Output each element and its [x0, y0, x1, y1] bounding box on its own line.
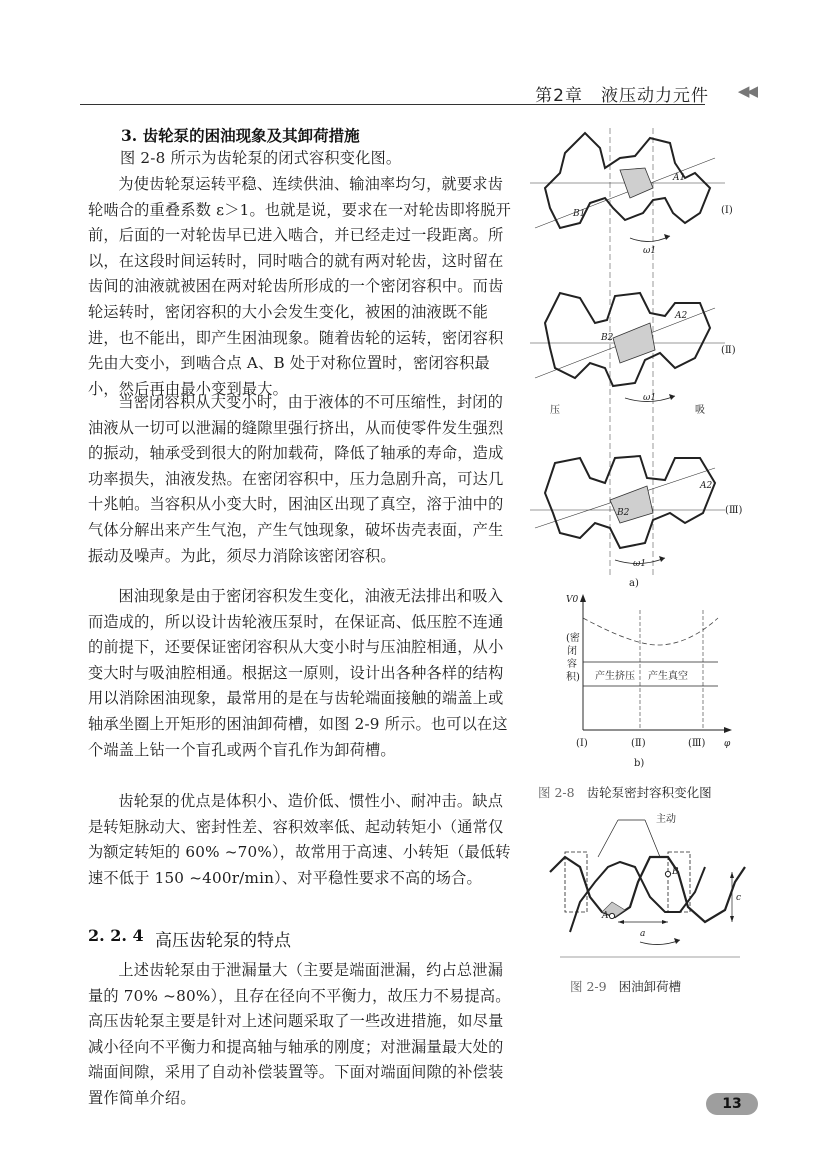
subfigure-b-label: b) — [634, 758, 645, 769]
paragraph-text: 上述齿轮泵由于泄漏量大（主要是端面泄漏，约占总泄漏量的 70% ~80%），且存在径向不平衡力，故压力不易提高。高压齿轮泵主要是针对上述问题采取了一些改进措施，如尽量减小径向不平衡力和提高轴与轴承的刚度；对泄漏量最大处的端面间隙，采用了自动补偿装置等。下面对端面间隙的补偿装置作简单介绍。 — [88, 961, 511, 1107]
paragraph — [88, 390, 515, 569]
x-tick-1: (Ⅰ) — [576, 738, 588, 749]
omega-label: ω1 — [643, 246, 657, 256]
stage-label-3: (Ⅲ) — [725, 505, 743, 516]
drive-label: 主动 — [656, 814, 676, 825]
gear-stage-1 — [530, 133, 725, 242]
zone-right-label: 产生真空 — [648, 671, 688, 682]
paragraph — [88, 958, 518, 1112]
subfigure-a-label: a) — [629, 578, 639, 589]
gear-tooth-profile — [550, 857, 745, 922]
stage-label-2: (Ⅱ) — [721, 345, 736, 356]
point-b2: B2 — [601, 333, 614, 343]
figure-2-9-caption — [570, 977, 681, 995]
section-title: 高压齿轮泵的特点 — [155, 931, 291, 951]
gear-stage-2 — [530, 293, 725, 402]
chapter-header — [0, 80, 813, 110]
section-heading: 3. 齿轮泵的困油现象及其卸荷措施 — [121, 126, 360, 145]
chapter-title: 第2章 液压动力元件 — [535, 86, 709, 106]
gear-mesh-figure — [525, 128, 770, 598]
stage-label-1: (Ⅰ) — [721, 205, 733, 216]
paragraph-text: 为使齿轮泵运转平稳、连续供油、输油率均匀，就要求齿轮啮合的重叠系数 ε＞1。也就是说，要求在一对轮齿即将脱开前，后面的一对轮齿早已进入啮合，并已经走过一段距离。所以，在这段时间运转时，同时啮合的就有两对轮齿，这时留在齿间的油液就被困在两对轮齿所形成的一个密闭容积中。而齿轮运转时，密闭容积的大小会发生变化，被困的油液既不能进，也不能出，即产生困油现象。随着齿轮的运转，密闭容积先由大变小，到啮合点 A、B 处于对称位置时，密闭容积最小，然后再由最小变到最大。 — [88, 175, 512, 398]
point-a2-stage3: A2 — [700, 481, 713, 491]
omega-label: ω1 — [633, 559, 647, 569]
paragraph — [88, 172, 515, 402]
paragraph — [88, 584, 515, 763]
point-a2: A2 — [675, 311, 688, 321]
x-tick-3: (Ⅲ) — [688, 738, 706, 749]
point-b1: B1 — [573, 209, 586, 219]
dimension-a: a — [640, 929, 646, 939]
x-tick-2: (Ⅱ) — [631, 738, 646, 749]
paragraph-text: 困油现象是由于密闭容积发生变化，油液无法排出和吸入而造成的，所以设计齿轮液压泵时，在保证高、低压腔不连通的前提下，还要保证密闭容积从大变小时与压油腔相通，从小变大时与吸油腔相通。根据这一原则，设计出各种各样的结构用以消除困油现象，最常用的是在与齿轮端面接触的端盖上或轴承坐圈上开矩形的困油卸荷槽，如图 2-9 所示。也可以在这个端盖上钻一个盲孔或两个盲孔作为卸荷槽。 — [88, 587, 508, 759]
caption-number: 图 2-9 — [570, 979, 607, 994]
header-rule — [80, 104, 705, 105]
omega-label: ω1 — [643, 393, 657, 403]
paragraph-text: 当密闭容积从大变小时，由于液体的不可压缩性，封闭的油液从一切可以泄漏的缝隙里强行挤出，从而使零件发生强烈的振动，轴承受到很大的附加载荷，降低了轴承的寿命，造成功率损失，油液发热。在密闭容积中，压力急剧升高，可达几十兆帕。当容积从小变大时，困油区出现了真空，溶于油中的气体分解出来产生气泡，产生气蚀现象，破坏齿壳表面，产生振动及噪声。为此，须尽力消除该密闭容积。 — [88, 393, 504, 565]
header-arrows-icon: ◀◀ — [737, 82, 755, 100]
y-axis-vertical-label: (密闭容积) — [566, 633, 580, 683]
section-number: 2. 2. 4 — [88, 926, 144, 945]
volume-curve — [583, 618, 718, 645]
caption-number: 图 2-8 — [538, 785, 575, 800]
paragraph-text: 齿轮泵的优点是体积小、造价低、惯性小、耐冲击。缺点是转矩脉动大、密封性差、容积效率低、起动转矩小（通常仅为额定转矩的 60% ~70%），故常用于高速、小转矩（最低转速不低于 150 ~400r/min）、对平稳性要求不高的场合。 — [88, 792, 511, 887]
caption-text: 齿轮泵密封容积变化图 — [586, 785, 712, 800]
paragraph — [88, 789, 515, 891]
y-axis-label: V0 — [566, 595, 579, 605]
paragraph-text: 图 2-8 所示为齿轮泵的闭式容积变化图。 — [120, 149, 402, 167]
page-number: 13 — [706, 1093, 758, 1115]
paragraph — [120, 146, 515, 172]
x-axis-symbol: φ — [724, 739, 731, 749]
dimension-c: c — [736, 893, 742, 903]
zone-left-label: 产生挤压 — [595, 671, 635, 682]
point-b: B — [672, 867, 679, 877]
figure-2-8-caption — [538, 783, 712, 801]
point-a: A — [602, 911, 609, 921]
press-label: 压 — [550, 405, 560, 416]
caption-text: 困油卸荷槽 — [618, 979, 682, 994]
point-a1: A1 — [673, 173, 686, 183]
unloading-groove-figure — [540, 812, 755, 964]
point-b2-stage3: B2 — [617, 508, 630, 518]
suction-label: 吸 — [695, 405, 705, 416]
